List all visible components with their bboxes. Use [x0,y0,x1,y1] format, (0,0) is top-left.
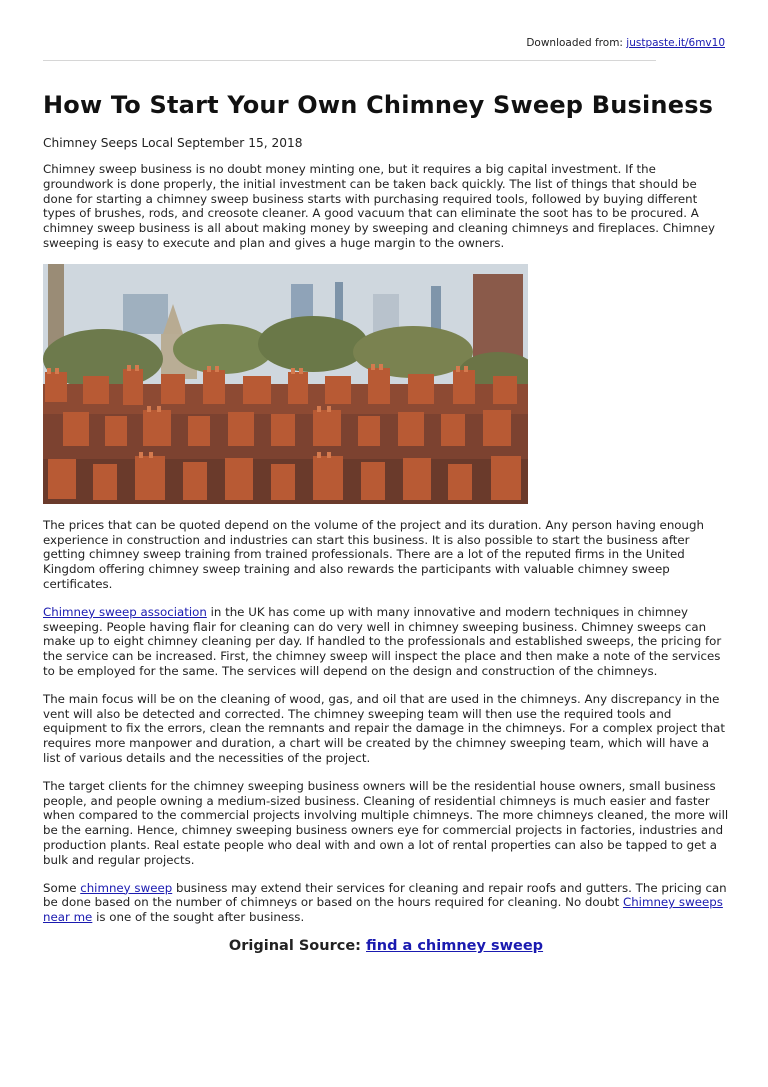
paragraph-target-clients: The target clients for the chimney sweeping business owners will be the residential house owners, small business people, and people owning a medium-sized business. Cleaning of residential chimneys is much easier and faster when compared to the commercial projects involving multiple chimneys. The more chimneys cleaned, the more will be the earning. Hence, chimney sweeping business owners eye for commercial projects in factories, industries and production plants. Real estate people who deal with and own a lot of rental properties can also be tapped to get a bulk and regular projects. [43,778,729,867]
paragraph-services-text-c: is one of the sought after business. [92,910,305,925]
chimney-sweep-association-link[interactable]: Chimney sweep association [43,604,207,619]
original-source [43,938,729,954]
paragraph-services [43,881,729,925]
downloaded-from-label: Downloaded from: [526,37,627,49]
chimney-sweeps-near-me-link[interactable]: Chimney sweeps near me [43,895,723,925]
find-a-chimney-sweep-link[interactable]: find a chimney sweep [366,937,544,954]
header-divider [43,60,656,61]
download-header [526,37,725,49]
paragraph-prices: The prices that can be quoted depend on the volume of the project and its duration. Any person having enough experience in construction and industries can start this business. It is also possible to start the business after getting chimney sweep training from trained professionals. There are a lot of the reputed firms in the United Kingdom offering chimney sweep training and also rewards the participants with valuable chimney sweep certificates. [43,517,704,591]
paragraph-association [43,605,729,679]
article-byline: Chimney Seeps Local September 15, 2018 [43,136,303,150]
paragraph-services-text-a: Some [43,880,81,895]
paragraph-services-text-b: business may extend their services for cleaning and repair roofs and gutters. The pricing can be done based on the number of chimneys or based on the hours required for cleaning. No doubt [43,880,727,910]
article [43,91,729,954]
chimney-sweep-link[interactable]: chimney sweep [80,880,173,895]
original-source-label: Original Source: [228,937,366,954]
paragraph-main-focus: The main focus will be on the cleaning of wood, gas, and oil that are used in the chimneys. Any discrepancy in the vent will also be detected and corrected. The chimney sweeping team will then use the required tools and equipment to fix the errors, clean the remnants and repair the damage in the chimneys. For a complex project that requires more manpower and duration, a chart will be created by the chimney sweeping team, which will have a list of various details and the necessities of the project. [43,691,725,765]
paragraph-intro: Chimney sweep business is no doubt money minting one, but it requires a big capital investment. If the groundwork is done properly, the initial investment can be taken back quickly. The list of things that should be done for starting a chimney sweep business starts with purchasing required tools, followed by buying different types of brushes, rods, and creosote cleaner. A good vacuum that can eliminate the soot has to be procured. A chimney sweep business is all about making money by sweeping and cleaning chimneys and fireplaces. Chimney sweeping is easy to execute and plan and gives a huge margin to the owners. [43,162,715,250]
article-title: How To Start Your Own Chimney Sweep Business [43,91,714,119]
source-url-link[interactable]: justpaste.it/6mv10 [626,37,725,49]
paragraph-association-text: in the UK has come up with many innovative and modern techniques in chimney sweeping. People having flair for cleaning can do very well in chimney sweeping business. Chimney sweeps can make up to eight chimney cleaning per day. If handled to the professionals and established sweeps, the pricing for the service can be increased. First, the chimney sweep will inspect the place and then make a note of the services to be employed for the same. The services will depend on the design and construction of the chimneys. [43,604,722,678]
rooftop-chimneys-photo [43,264,528,504]
